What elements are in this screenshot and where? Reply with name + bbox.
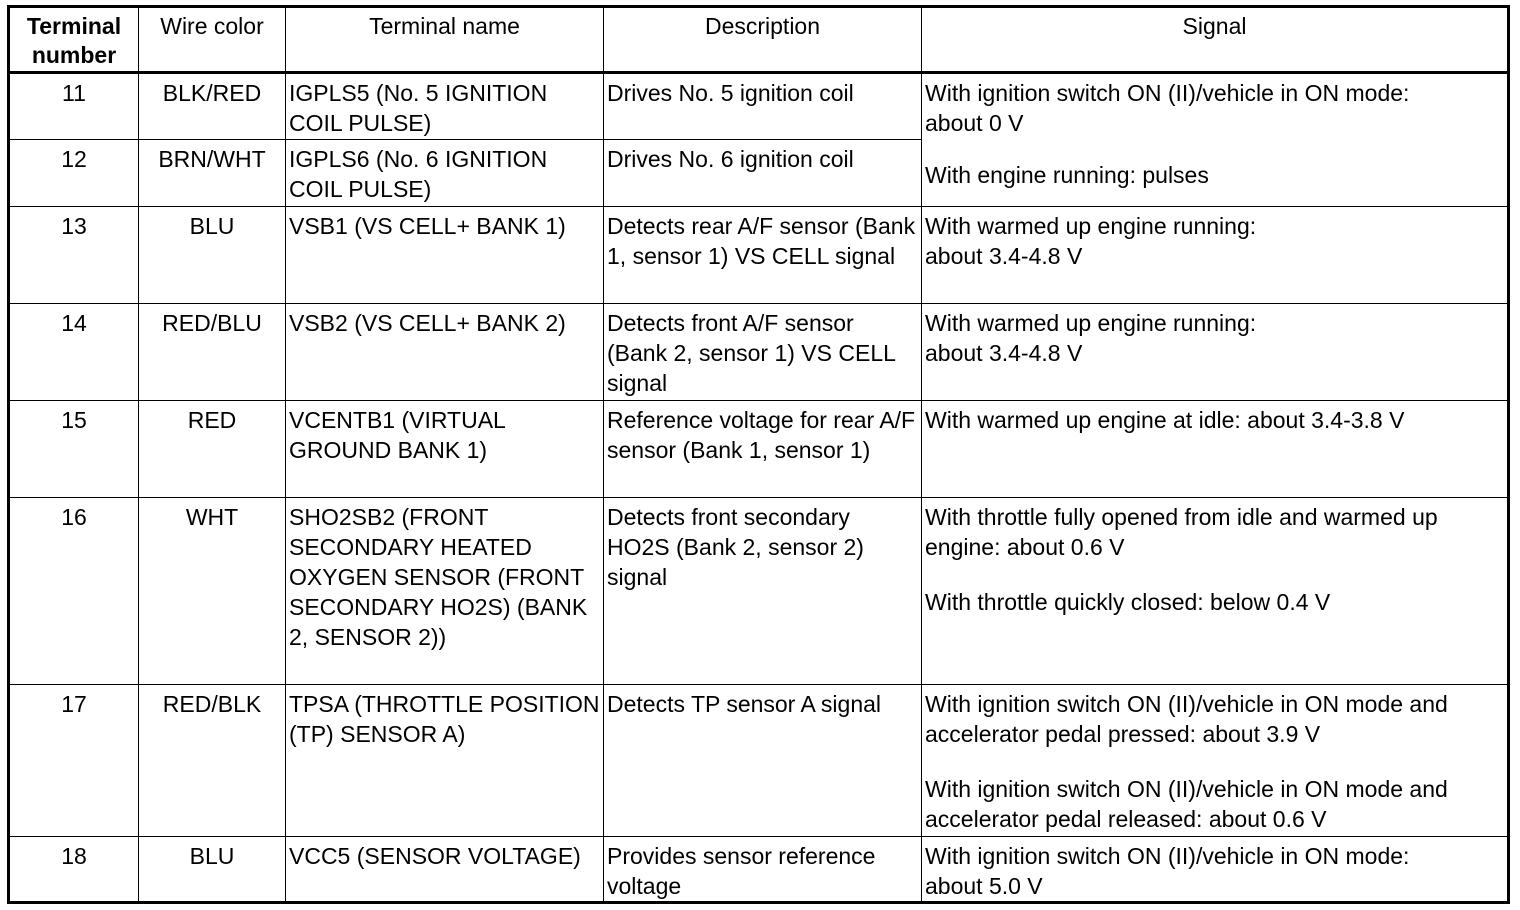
terminal-name: VSB1 (VS CELL+ BANK 1) <box>286 207 604 304</box>
terminal-table <box>7 5 1510 904</box>
wire-color: RED <box>139 401 286 498</box>
terminal-number: 15 <box>9 401 139 498</box>
terminal-number: 13 <box>9 207 139 304</box>
terminal-description: Detects front A/F sensor (Bank 2, sensor 1) VS CELL signal <box>604 304 922 401</box>
signal-text: With ignition switch ON (II)/vehicle in ON mode and accelerator pedal released: about 0.6 V <box>925 776 1448 832</box>
signal-text: With engine running: pulses <box>925 161 1209 188</box>
terminal-name: VSB2 (VS CELL+ BANK 2) <box>286 304 604 401</box>
signal-text: With ignition switch ON (II)/vehicle in ON mode: <box>925 80 1410 106</box>
signal-text: With throttle quickly closed: below 0.4 V <box>925 589 1331 615</box>
wire-color: WHT <box>139 498 286 685</box>
signal-cell <box>922 304 1509 401</box>
signal-text: With warmed up engine at idle: about 3.4-3.8 V <box>925 407 1405 433</box>
signal-cell <box>922 685 1509 837</box>
wire-color: BLU <box>139 837 286 903</box>
table-row <box>9 140 1509 207</box>
signal-cell <box>922 140 1509 207</box>
terminal-name: VCC5 (SENSOR VOLTAGE) <box>286 837 604 903</box>
table-row <box>9 685 1509 837</box>
terminal-number: 14 <box>9 304 139 401</box>
terminal-name: VCENTB1 (VIRTUAL GROUND BANK 1) <box>286 401 604 498</box>
wire-color: BRN/WHT <box>139 140 286 207</box>
wire-color: BLK/RED <box>139 73 286 140</box>
header-signal: Signal <box>922 7 1509 73</box>
terminal-description: Detects front secondary HO2S (Bank 2, sensor 2) signal <box>604 498 922 685</box>
table-row <box>9 401 1509 498</box>
signal-cell <box>922 207 1509 304</box>
signal-text: about 3.4-4.8 V <box>925 340 1083 366</box>
wire-color: RED/BLK <box>139 685 286 837</box>
terminal-name: IGPLS5 (No. 5 IGNITION COIL PULSE) <box>286 73 604 140</box>
signal-text: With warmed up engine running: <box>925 310 1257 336</box>
terminal-name: IGPLS6 (No. 6 IGNITION COIL PULSE) <box>286 140 604 207</box>
signal-text: about 5.0 V <box>925 873 1043 899</box>
header-terminal-number: Terminal number <box>9 7 139 73</box>
signal-text: With throttle fully opened from idle and warmed up engine: about 0.6 V <box>925 504 1438 560</box>
signal-text: With ignition switch ON (II)/vehicle in ON mode: <box>925 843 1410 869</box>
terminal-description: Detects rear A/F sensor (Bank 1, sensor 1) VS CELL signal <box>604 207 922 304</box>
terminal-number: 11 <box>9 73 139 140</box>
terminal-name: SHO2SB2 (FRONT SECONDARY HEATED OXYGEN SENSOR (FRONT SECONDARY HO2S) (BANK 2, SENSOR 2)) <box>286 498 604 685</box>
header-row <box>9 7 1509 73</box>
signal-cell <box>922 837 1509 903</box>
signal-cell <box>922 401 1509 498</box>
header-wire-color: Wire color <box>139 7 286 73</box>
table-row <box>9 73 1509 140</box>
terminal-description: Reference voltage for rear A/F sensor (Bank 1, sensor 1) <box>604 401 922 498</box>
wire-color: BLU <box>139 207 286 304</box>
table-row <box>9 304 1509 401</box>
signal-text: With warmed up engine running: <box>925 213 1257 239</box>
terminal-number: 17 <box>9 685 139 837</box>
wire-color: RED/BLU <box>139 304 286 401</box>
header-description: Description <box>604 7 922 73</box>
terminal-description: Drives No. 6 ignition coil <box>604 140 922 207</box>
table-row <box>9 498 1509 685</box>
signal-text: about 3.4-4.8 V <box>925 243 1083 269</box>
signal-text: With ignition switch ON (II)/vehicle in ON mode and accelerator pedal pressed: about 3.9 V <box>925 691 1448 747</box>
terminal-number: 18 <box>9 837 139 903</box>
terminal-number: 16 <box>9 498 139 685</box>
terminal-description: Detects TP sensor A signal <box>604 685 922 837</box>
signal-cell <box>922 73 1509 140</box>
table-row <box>9 207 1509 304</box>
terminal-number: 12 <box>9 140 139 207</box>
signal-cell <box>922 498 1509 685</box>
signal-text: about 0 V <box>925 110 1024 136</box>
terminal-name: TPSA (THROTTLE POSITION (TP) SENSOR A) <box>286 685 604 837</box>
table-row <box>9 837 1509 903</box>
header-terminal-name: Terminal name <box>286 7 604 73</box>
terminal-description: Drives No. 5 ignition coil <box>604 73 922 140</box>
terminal-description: Provides sensor reference voltage <box>604 837 922 903</box>
